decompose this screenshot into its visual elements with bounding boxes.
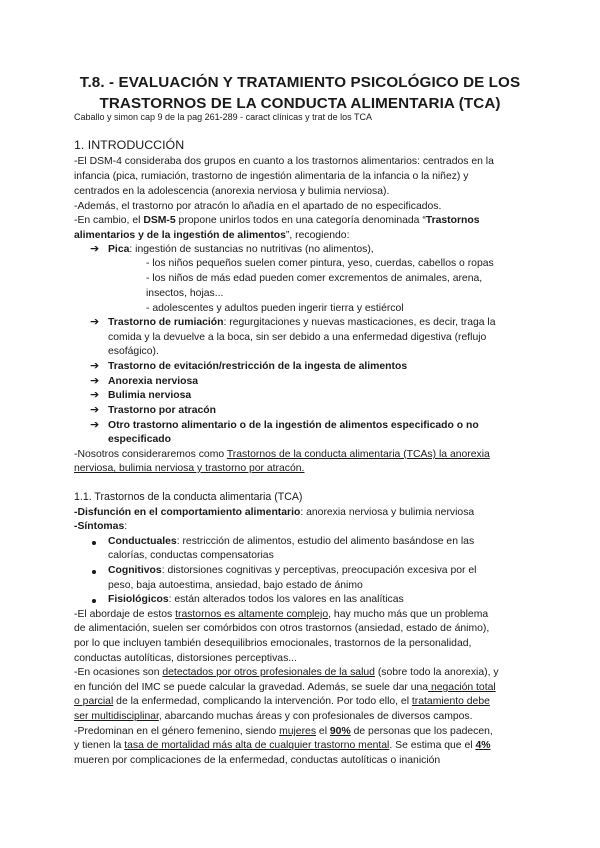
conductuales-item: Conductuales: restricción de alimentos, estudio del alimento basándose en las [108,536,475,547]
arrow-bullet-icon: ➔ [90,316,100,328]
intro-line-1: -El DSM-4 consideraba dos grupos en cuanto a los trastornos alimentarios: centrados en la [74,156,494,167]
arrow-bullet-icon: ➔ [90,360,100,372]
arrow-bullet-icon: ➔ [90,375,100,387]
pica-sub-1: - los niños pequeños suelen comer pintura, yeso, cuerdas, cabellos o ropas [146,258,494,269]
pica-sub-2: - los niños de más edad pueden comer excrementos de animales, arena, [146,273,483,284]
predominan-line-3: mueren por complicaciones de la enfermedad, conductas autolíticas o inanición [74,755,441,766]
intro-line-6: alimentarios y de la ingestión de alimentos”, recogiendo: [74,230,350,241]
arrow-bullet-icon: ➔ [90,404,100,416]
abordaje-line-4: conductas autolíticas, distorsiones perceptivas... [74,653,297,664]
cognitivos-line-2: peso, baja autoestima, ansiedad, bajo estado de ánimo [108,580,363,591]
bullet-dot-icon [92,570,96,574]
sintomas-heading: -Síntomas: [74,521,128,532]
rumiacion-line-3: esofágico). [108,346,159,357]
intro-line-3: centrados en la adolescencia (anorexia nerviosa y bulimia nerviosa). [74,186,390,197]
ocasiones-line-2: en función del IMC se puede calcular la gravedad. Además, se suele dar una negación total [74,682,496,693]
fisiologicos-item: Fisiológicos: están alterados todos los valores en las analíticas [108,594,404,605]
intro-line-5: -En cambio, el DSM-5 propone unirlos todos en una categoría denominada “Trastornos [74,215,480,226]
evitacion-item: Trastorno de evitación/restricción de la ingesta de alimentos [108,361,408,372]
abordaje-line-3: por lo que incluyen también desequilibrios emocionales, trastornos de la personalidad, [74,638,472,649]
otro-trastorno-item: Otro trastorno alimentario o de la ingestión de alimentos especificado o no [108,420,479,431]
arrow-bullet-icon: ➔ [90,419,100,431]
pica-sub-2-cont: insectos, hojas... [146,288,224,299]
intro-line-2: infancia (pica, rumiación, trastorno de ingestión alimentaria de la infancia o la niñez) y [74,171,469,182]
rumiacion-line-2: comida y la devuelve a la boca, sin ser debido a una enfermedad digestiva (reflujo [108,332,487,343]
bullet-dot-icon [92,541,96,545]
source-reference: Caballo y simon cap 9 de la pag 261-289 - caract clínicas y trat de los TCA [74,112,372,122]
bulimia-item: Bulimia nerviosa [108,390,192,401]
ocasiones-line-4: ser multidisciplinar, abarcando muchas áreas y con profesionales de diversos campos. [74,711,473,722]
otro-trastorno-line-2: especificado [108,434,171,445]
cognitivos-item: Cognitivos: distorsiones cognitivas y perceptivas, preocupación excesiva por el [108,565,477,576]
document-title [60,72,540,114]
abordaje-line-2: de alimentación, suelen ser comórbidos con otros trastornos (ansiedad, estado de ánimo), [74,623,490,634]
conductuales-line-2: calorías, conductas compensatorias [108,550,274,561]
abordaje-line-1: -El abordaje de estos trastornos es altamente complejo, hay mucho más que un problema [74,609,489,620]
predominan-line-1: -Predominan en el género femenino, siendo mujeres el 90% de personas que los padecen, [74,726,493,737]
bullet-dot-icon [92,599,96,603]
consider-line-1: -Nosotros consideraremos como Trastornos de la conducta alimentaria (TCAs) la anorexia [74,449,490,460]
title-line-2: TRASTORNOS DE LA CONDUCTA ALIMENTARIA (TCA) [99,95,501,112]
consider-line-2: nerviosa, bulimia nerviosa y trastorno por atracón. [74,463,305,474]
atracon-item: Trastorno por atracón [108,405,216,416]
anorexia-item: Anorexia nerviosa [108,376,199,387]
intro-line-4: -Además, el trastorno por atracón lo añadía en el apartado de no especificados. [74,201,442,212]
arrow-bullet-icon: ➔ [90,389,100,401]
predominan-line-2: y tienen la tasa de mortalidad más alta de cualquier trastorno mental. Se estima que el 4% [74,740,491,751]
title-line-1: T.8. - EVALUACIÓN Y TRATAMIENTO PSICOLÓGICO DE LOS [79,74,521,91]
pica-sub-3: - adolescentes y adultos pueden ingerir tierra y estiércol [146,303,404,314]
arrow-bullet-icon: ➔ [90,243,100,255]
section-heading-introduccion: 1. INTRODUCCIÓN [74,138,185,152]
pica-item: Pica: ingestión de sustancias no nutritivas (no alimentos), [108,244,374,255]
disfuncion-line: -Disfunción en el comportamiento alimentario: anorexia nerviosa y bulimia nerviosa [74,507,475,518]
rumiacion-item: Trastorno de rumiación: regurgitaciones y nuevas masticaciones, es decir, traga la [108,317,496,328]
ocasiones-line-3: o parcial de la enfermedad, complicando la intervención. Por todo ello, el tratamiento debe [74,696,490,707]
section-heading-tca: 1.1. Trastornos de la conducta alimentaria (TCA) [74,491,303,503]
ocasiones-line-1: -En ocasiones son detectados por otros profesionales de la salud (sobre todo la anorexia), y [74,667,499,678]
